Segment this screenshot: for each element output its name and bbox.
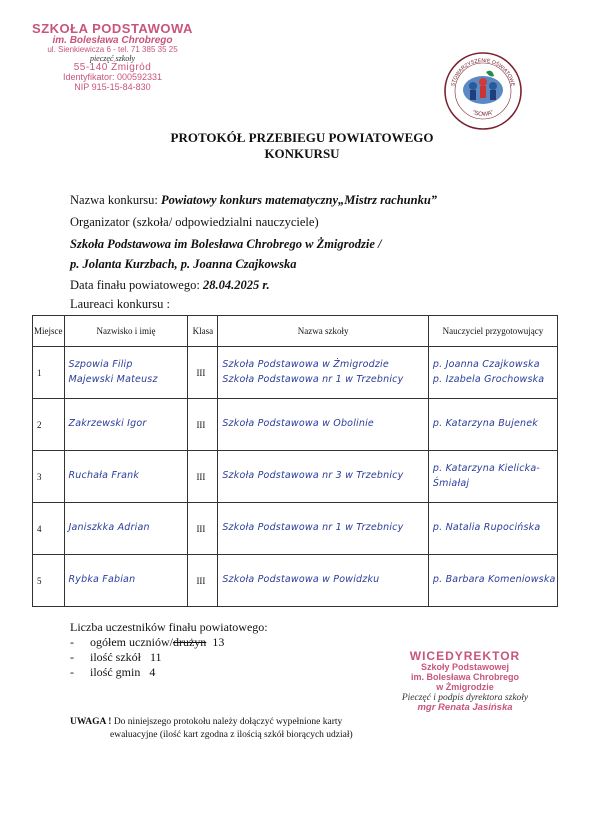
student-name: Ruchała Frank [68, 470, 140, 482]
organizer-school: Szkoła Podstawowa im Bolesława Chrobrego w Żmigrodzie / [70, 237, 382, 251]
svg-text:"SOWA" [471, 110, 494, 118]
header-class: Klasa [188, 316, 218, 347]
table-row [33, 555, 558, 607]
school-name: Szkoła Podstawowa w Obolinie [222, 418, 374, 430]
stamp-caption: pieczęć szkoły [89, 53, 136, 63]
school-name: Szkoła Podstawowa nr 3 w Trzebnicy [222, 470, 404, 482]
table-header-row [33, 316, 558, 347]
table-row [33, 503, 558, 555]
final-date-line [70, 278, 270, 293]
sowa-logo [442, 50, 524, 132]
title-line-2: KONKURSU [264, 146, 340, 162]
class-cell: III [188, 451, 218, 503]
teacher-name: p. Izabela Grochowska [432, 373, 545, 385]
school-cell [218, 451, 429, 503]
stats-list [70, 635, 268, 680]
laureates-label: Laureaci konkursu : [70, 297, 170, 311]
stats-heading: Liczba uczestników finału powiatowego: [70, 620, 268, 634]
teacher-name: p. Natalia Rupocińska [432, 522, 541, 534]
place-cell: 5 [33, 555, 65, 607]
student-name: Zakrzewski Igor [68, 418, 147, 430]
school-stamp [30, 22, 195, 92]
name-cell [64, 503, 188, 555]
title-line-1: PROTOKÓŁ PRZEBIEGU POWIATOWEGO [170, 130, 434, 145]
table-row [33, 347, 558, 399]
note [70, 716, 353, 742]
school-name: Szkoła Podstawowa w Żmigrodzie [222, 359, 389, 371]
table-row [33, 399, 558, 451]
stat-communes [90, 665, 268, 680]
student-name: Janiszkka Adrian [68, 522, 150, 534]
date-label: Data finału powiatowego: [70, 278, 203, 292]
name-cell [64, 399, 188, 451]
class-cell: III [188, 347, 218, 399]
header-place: Miejsce [33, 316, 65, 347]
teacher-cell [428, 451, 557, 503]
school-cell [218, 555, 429, 607]
logo-text-bottom: "SOWA" [471, 109, 495, 119]
header-school: Nazwa szkoły [218, 316, 429, 347]
teacher-cell [428, 399, 557, 451]
document-title [0, 130, 604, 163]
teacher-cell [428, 555, 557, 607]
laureates-table [32, 315, 558, 607]
name-cell [64, 555, 188, 607]
student-name: Szpowia Filip [68, 359, 133, 371]
student-name: Rybka Fabian [68, 574, 136, 586]
place-cell: 3 [33, 451, 65, 503]
vstamp-line: w Żmigrodzie [436, 681, 494, 692]
teacher-cell [428, 347, 557, 399]
organizer-teachers: p. Jolanta Kurzbach, p. Joanna Czajkowska [70, 257, 297, 271]
contest-value: Powiatowy konkurs matematyczny„Mistrz rachunku” [160, 193, 438, 207]
school-cell [218, 503, 429, 555]
contest-label: Nazwa konkursu: [70, 193, 161, 207]
logo-text-top: STOWARZYSZENIE OŚWIATOWE [450, 57, 516, 87]
class-cell: III [188, 503, 218, 555]
vstamp-line: im. Bolesława Chrobrego [410, 672, 520, 683]
stat-total [90, 635, 268, 650]
note-line-1: Do niniejszego protokołu należy dołączyć wypełnione karty [111, 717, 343, 727]
date-value: 28.04.2025 r. [202, 278, 270, 292]
school-name: Szkoła Podstawowa w Powidzku [222, 574, 380, 586]
vice-director-stamp [380, 650, 550, 714]
stat-total-struck: drużyn [172, 635, 207, 649]
participants-stats [70, 620, 268, 680]
header-teacher: Nauczyciel przygotowujący [428, 316, 557, 347]
teacher-name: p. Joanna Czajkowska [432, 359, 540, 371]
vstamp-name: mgr Renata Jasińska [417, 702, 513, 714]
stamp-line: 55-140 Żmigród [73, 61, 152, 73]
stat-total-value: 13 [212, 635, 225, 649]
stamp-line: SZKOŁA PODSTAWOWA [32, 21, 193, 36]
school-name: Szkoła Podstawowa nr 1 w Trzebnicy [222, 373, 404, 385]
stamp-line: NIP 915-15-84-830 [74, 81, 151, 92]
stat-schools [90, 650, 268, 665]
class-cell: III [188, 555, 218, 607]
teacher-cell [428, 503, 557, 555]
stat-communes-label: ilość gmin [90, 665, 141, 679]
table-row [33, 451, 558, 503]
name-cell [64, 347, 188, 399]
student-name: Majewski Mateusz [68, 373, 158, 385]
note-line-2: ewaluacyjne (ilość kart zgodna z ilością szkół biorących udział) [110, 730, 353, 740]
place-cell: 4 [33, 503, 65, 555]
school-name: Szkoła Podstawowa nr 1 w Trzebnicy [222, 522, 404, 534]
stat-total-label: ogółem uczniów/ [90, 635, 173, 649]
contest-name-line [70, 193, 437, 208]
note-warning: UWAGA ! [70, 717, 112, 727]
class-cell: III [188, 399, 218, 451]
vstamp-title: WICEDYREKTOR [409, 649, 521, 663]
teacher-name: p. Barbara Komeniowska [432, 574, 556, 586]
vstamp-caption: Pieczęć i podpis dyrektora szkoły [401, 692, 529, 703]
header-name: Nazwisko i imię [64, 316, 188, 347]
stamp-line: ul. Sienkiewicza 6 - tel. 71 385 35 25 [47, 45, 178, 55]
place-cell: 2 [33, 399, 65, 451]
teacher-name: p. Katarzyna Bujenek [432, 418, 539, 430]
stat-schools-value: 11 [150, 650, 162, 664]
stat-schools-label: ilość szkół [90, 650, 141, 664]
teacher-name: p. Katarzyna Kielicka-Śmiałaj [432, 463, 540, 489]
stat-communes-value: 4 [149, 665, 156, 679]
stamp-line: im. Bolesława Chrobrego [52, 34, 173, 46]
place-cell: 1 [33, 347, 65, 399]
school-cell [218, 347, 429, 399]
stamp-line: Identyfikator: 000592331 [62, 72, 163, 83]
vstamp-line: Szkoły Podstawowej [420, 662, 510, 673]
name-cell [64, 451, 188, 503]
organizer-label: Organizator (szkoła/ odpowiedzialni nauczyciele) [70, 215, 319, 229]
school-cell [218, 399, 429, 451]
